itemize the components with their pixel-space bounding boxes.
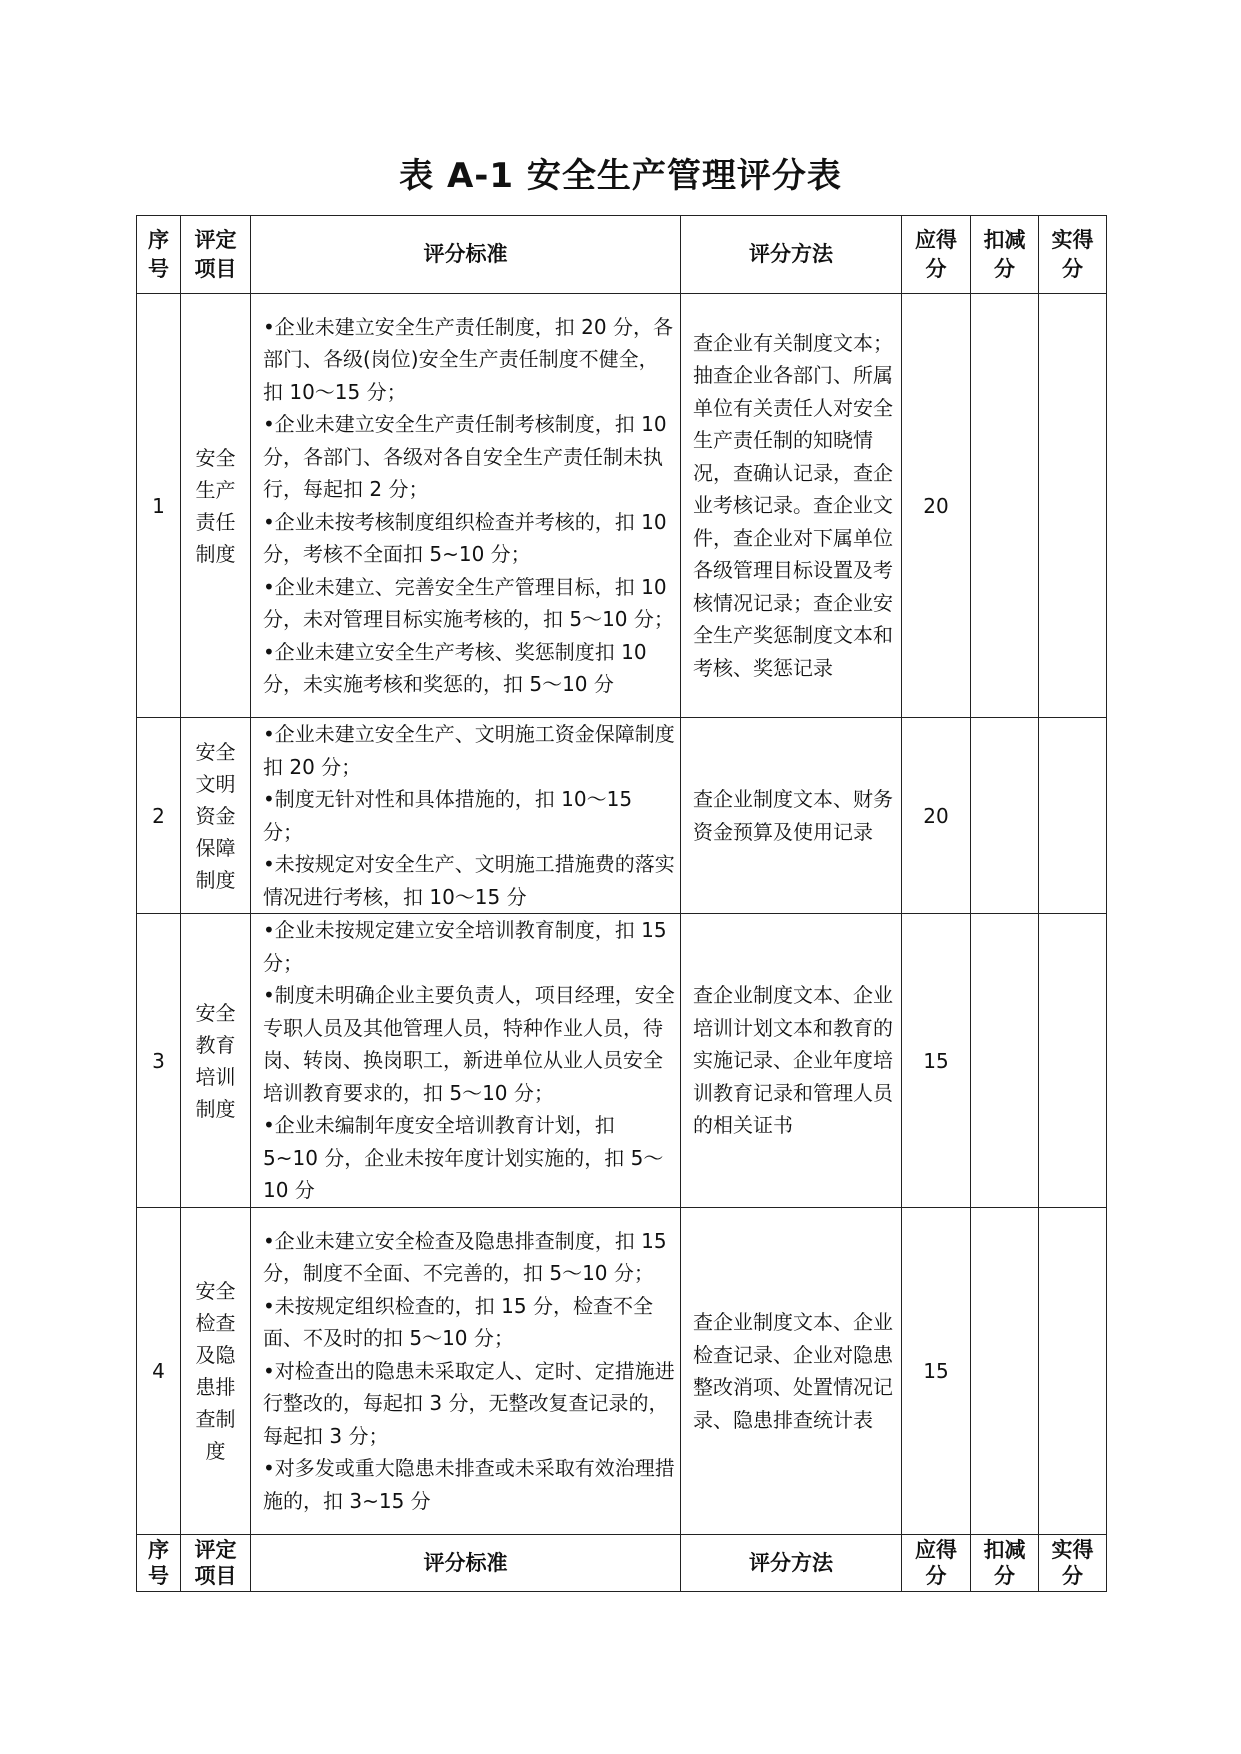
header-seq: 序号 (137, 1535, 181, 1592)
header-criteria: 评分标准 (251, 1535, 681, 1592)
row-method: 查企业制度文本、企业检查记录、企业对隐患整改消项、处置情况记录、隐患排查统计表 (681, 1208, 902, 1535)
row-deduct (971, 1208, 1039, 1535)
header-item: 评定项目 (181, 1535, 251, 1592)
header-seq: 序号 (137, 216, 181, 294)
row-actual (1039, 914, 1107, 1208)
row-criteria: •企业未建立安全生产、文明施工资金保障制度扣 20 分； •制度无针对性和具体措施的，扣 10～15 分； •未按规定对安全生产、文明施工措施费的落实情况进行考核，扣 10～15 分 (251, 718, 681, 914)
header-points: 应得分 (902, 1535, 971, 1592)
header-row (137, 216, 1107, 294)
row-deduct (971, 718, 1039, 914)
page-title: 表 A-1 安全生产管理评分表 (399, 156, 842, 196)
row-points: 20 (902, 718, 971, 914)
header-actual: 实得分 (1039, 216, 1107, 294)
row-method: 查企业制度文本、企业培训计划文本和教育的实施记录、企业年度培训教育记录和管理人员的相关证书 (681, 914, 902, 1208)
row-points: 15 (902, 1208, 971, 1535)
row-item: 安全生产责任制度 (181, 294, 251, 718)
header-method: 评分方法 (681, 1535, 902, 1592)
row-actual (1039, 294, 1107, 718)
header-points: 应得分 (902, 216, 971, 294)
row-item: 安全教育培训制度 (181, 914, 251, 1208)
header-item: 评定项目 (181, 216, 251, 294)
row-method: 查企业有关制度文本；抽查企业各部门、所属单位有关责任人对安全生产责任制的知晓情况，查确认记录，查企业考核记录。查企业文件，查企业对下属单位各级管理目标设置及考核情况记录；查企业安全生产奖惩制度文本和考核、奖惩记录 (681, 294, 902, 718)
row-criteria: •企业未按规定建立安全培训教育制度，扣 15 分； •制度未明确企业主要负责人，项目经理，安全专职人员及其他管理人员，特种作业人员，待岗、转岗、换岗职工，新进单位从业人员安全培训教育要求的，扣 5～10 分； •企业未编制年度安全培训教育计划，扣 5~10 分，企业未按年度计划实施的，扣 5～10 分 (251, 914, 681, 1208)
header-method: 评分方法 (681, 216, 902, 294)
row-item: 安全文明资金保障制度 (181, 718, 251, 914)
row-points: 15 (902, 914, 971, 1208)
row-criteria: •企业未建立安全生产责任制度，扣 20 分，各部门、各级(岗位)安全生产责任制度不健全，扣 10～15 分； •企业未建立安全生产责任制考核制度，扣 10 分，各部门、各级对各自安全生产责任制未执行，每起扣 2 分； •企业未按考核制度组织检查并考核的，扣 10 分，考核不全面扣 5~10 分； •企业未建立、完善安全生产管理目标，扣 10 分，未对管理目标实施考核的，扣 5～10 分； •企业未建立安全生产考核、奖惩制度扣 10 分，未实施考核和奖惩的，扣 5～10 分 (251, 294, 681, 718)
row-actual (1039, 718, 1107, 914)
header-deduct: 扣减分 (971, 216, 1039, 294)
table-row (137, 718, 1107, 914)
table-row (137, 1208, 1107, 1535)
header-criteria: 评分标准 (251, 216, 681, 294)
scoring-table (136, 215, 1107, 1592)
row-seq: 1 (137, 294, 181, 718)
row-actual (1039, 1208, 1107, 1535)
row-item: 安全检查及隐患排查制度 (181, 1208, 251, 1535)
table-row (137, 914, 1107, 1208)
row-method: 查企业制度文本、财务资金预算及使用记录 (681, 718, 902, 914)
row-deduct (971, 294, 1039, 718)
row-criteria: •企业未建立安全检查及隐患排查制度，扣 15 分，制度不全面、不完善的，扣 5～10 分； •未按规定组织检查的，扣 15 分，检查不全面、不及时的扣 5～10 分； •对检查出的隐患未采取定人、定时、定措施进行整改的，每起扣 3 分，无整改复查记录的，每起扣 3 分； •对多发或重大隐患未排查或未采取有效治理措施的，扣 3~15 分 (251, 1208, 681, 1535)
row-seq: 4 (137, 1208, 181, 1535)
row-points: 20 (902, 294, 971, 718)
header-actual: 实得分 (1039, 1535, 1107, 1592)
header-deduct: 扣减分 (971, 1535, 1039, 1592)
row-seq: 2 (137, 718, 181, 914)
repeated-header-row (137, 1535, 1107, 1592)
table-row (137, 294, 1107, 718)
row-deduct (971, 914, 1039, 1208)
row-seq: 3 (137, 914, 181, 1208)
